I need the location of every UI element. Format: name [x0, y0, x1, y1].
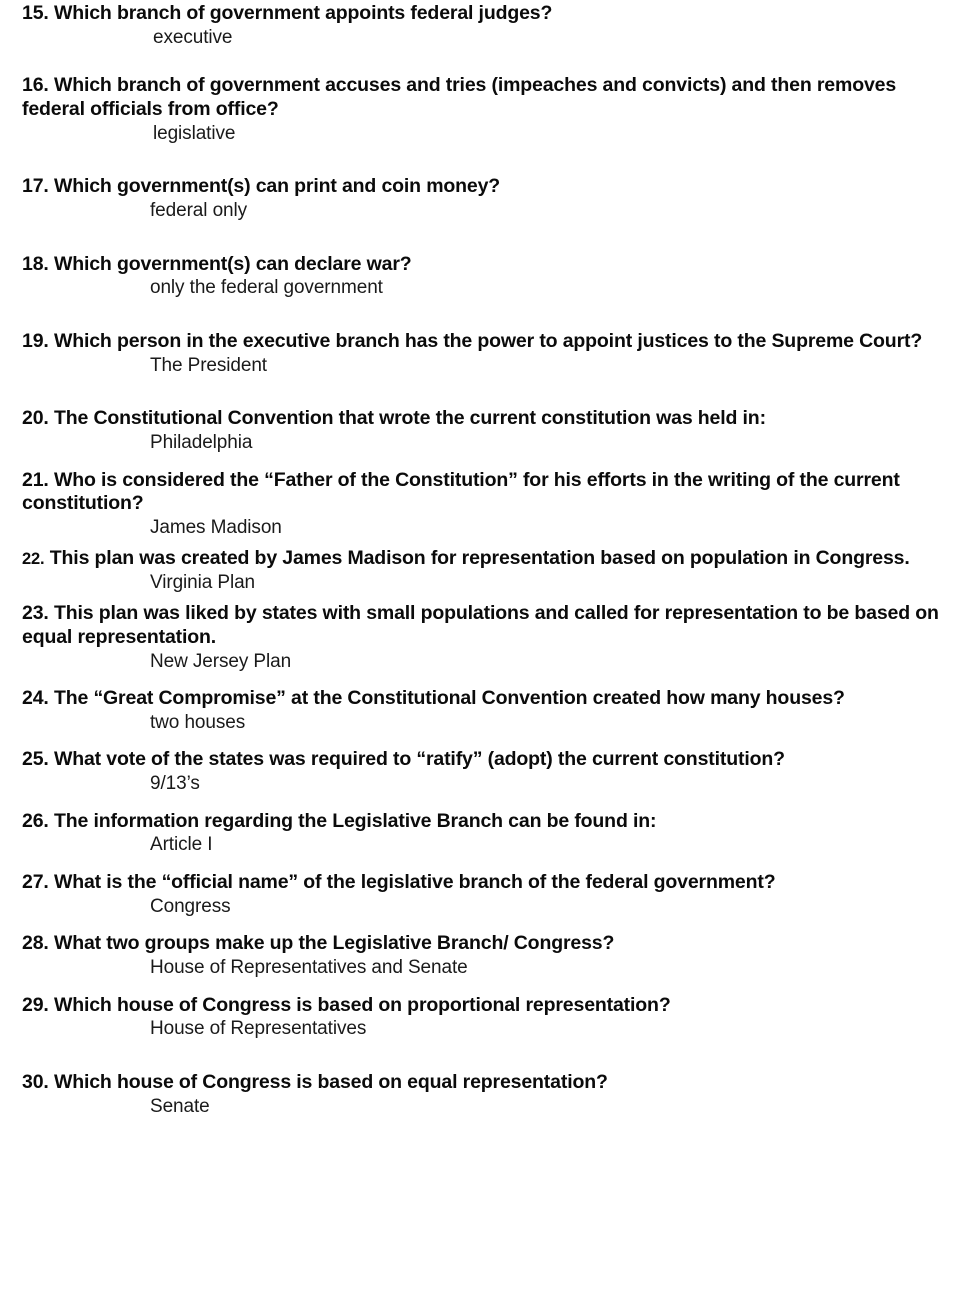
- spacer: [22, 300, 960, 330]
- question-body-22: This plan was created by James Madison for representation based on population in Congress.: [49, 546, 910, 569]
- question-number-27: 27.: [22, 870, 49, 893]
- qa-block-22: [22, 547, 960, 595]
- question-number-20: 20.: [22, 407, 49, 430]
- qa-block-17: [22, 175, 960, 222]
- answer-text-30: Senate: [150, 1095, 210, 1117]
- question-text-16: [22, 74, 960, 122]
- question-number-17: 17.: [22, 175, 49, 198]
- qa-block-15: [22, 2, 960, 49]
- qa-block-24: [22, 687, 960, 734]
- question-text-22: [22, 547, 960, 572]
- spacer: [22, 673, 960, 687]
- question-number-16: 16.: [22, 74, 49, 97]
- question-number-30: 30.: [22, 1070, 49, 1093]
- question-number-29: 29.: [22, 993, 49, 1016]
- answer-text-15: executive: [153, 26, 233, 48]
- answer-text-18: only the federal government: [150, 277, 383, 299]
- qa-block-30: [22, 1071, 960, 1118]
- qa-block-16: [22, 74, 960, 145]
- question-body-19: Which person in the executive branch has the power to appoint justices to the Supreme Court?: [53, 329, 923, 352]
- question-number-15: 15.: [22, 2, 49, 24]
- qa-block-29: [22, 994, 960, 1041]
- question-number-24: 24.: [22, 687, 49, 710]
- spacer: [22, 857, 960, 871]
- qa-block-20: [22, 407, 960, 454]
- question-body-20: The Constitutional Convention that wrote the current constitution was held in:: [53, 407, 766, 430]
- question-text-21: [22, 469, 960, 517]
- answer-text-19: The President: [150, 354, 267, 376]
- question-text-27: [22, 871, 960, 895]
- question-body-29: Which house of Congress is based on proportional representation?: [53, 993, 671, 1016]
- qa-block-27: [22, 871, 960, 918]
- spacer: [22, 595, 960, 602]
- spacer: [22, 377, 960, 407]
- spacer: [22, 223, 960, 253]
- question-body-25: What vote of the states was required to “ratify” (adopt) the current constitution?: [53, 748, 785, 771]
- question-text-29: [22, 994, 960, 1018]
- spacer: [22, 796, 960, 810]
- question-number-26: 26.: [22, 809, 49, 832]
- question-number-18: 18.: [22, 252, 49, 275]
- question-body-16: Which branch of government accuses and tries (impeaches and convicts) and then removes federal officials from office?: [22, 74, 897, 121]
- question-text-18: [22, 253, 960, 277]
- question-body-23: This plan was liked by states with small populations and called for representation to be based on equal representation.: [22, 601, 939, 648]
- spacer: [22, 1041, 960, 1071]
- spacer: [22, 734, 960, 748]
- question-text-19: [22, 330, 960, 354]
- question-body-18: Which government(s) can declare war?: [53, 252, 412, 275]
- spacer: [22, 918, 960, 932]
- qa-block-25: [22, 748, 960, 795]
- question-text-20: [22, 407, 960, 431]
- answer-text-25: 9/13’s: [150, 773, 200, 795]
- question-text-26: [22, 810, 960, 834]
- question-text-15: [22, 2, 960, 26]
- answer-text-22: Virginia Plan: [150, 572, 256, 594]
- answer-text-27: Congress: [150, 895, 231, 917]
- spacer: [22, 540, 960, 547]
- question-text-17: [22, 175, 960, 199]
- answer-text-17: federal only: [150, 200, 248, 222]
- question-body-30: Which house of Congress is based on equal representation?: [53, 1070, 608, 1093]
- question-body-27: What is the “official name” of the legislative branch of the federal government?: [53, 870, 776, 893]
- spacer: [22, 49, 960, 74]
- question-number-28: 28.: [22, 932, 49, 955]
- question-body-26: The information regarding the Legislative Branch can be found in:: [53, 809, 657, 832]
- answer-text-26: Article I: [150, 834, 213, 856]
- spacer: [22, 145, 960, 175]
- question-body-21: Who is considered the “Father of the Constitution” for his efforts in the writing of the current constitution?: [22, 468, 900, 515]
- answer-text-24: two houses: [150, 711, 246, 733]
- question-number-21: 21.: [22, 468, 49, 491]
- spacer: [22, 455, 960, 469]
- question-body-15: Which branch of government appoints federal judges?: [53, 2, 553, 24]
- question-text-30: [22, 1071, 960, 1095]
- qa-block-19: [22, 330, 960, 377]
- question-number-19: 19.: [22, 329, 49, 352]
- question-text-25: [22, 748, 960, 772]
- qa-block-21: [22, 469, 960, 540]
- question-text-24: [22, 687, 960, 711]
- answer-text-23: New Jersey Plan: [150, 650, 292, 672]
- question-body-28: What two groups make up the Legislative Branch/ Congress?: [53, 932, 615, 955]
- question-number-23: 23.: [22, 601, 49, 624]
- answer-text-20: Philadelphia: [150, 432, 253, 454]
- question-number-25: 25.: [22, 748, 49, 771]
- answer-text-16: legislative: [153, 122, 236, 144]
- answer-text-28: House of Representatives and Senate: [150, 957, 468, 979]
- question-number-22: 22.: [22, 549, 45, 568]
- question-body-17: Which government(s) can print and coin money?: [53, 175, 501, 198]
- qa-block-23: [22, 602, 960, 673]
- question-body-24: The “Great Compromise” at the Constitutional Convention created how many houses?: [53, 687, 845, 710]
- answer-text-21: James Madison: [150, 517, 282, 539]
- question-answer-list: [22, 2, 960, 1118]
- spacer: [22, 980, 960, 994]
- qa-block-18: [22, 253, 960, 300]
- answer-text-29: House of Representatives: [150, 1018, 367, 1040]
- question-text-23: [22, 602, 960, 650]
- question-text-28: [22, 932, 960, 956]
- qa-block-26: [22, 810, 960, 857]
- qa-block-28: [22, 932, 960, 979]
